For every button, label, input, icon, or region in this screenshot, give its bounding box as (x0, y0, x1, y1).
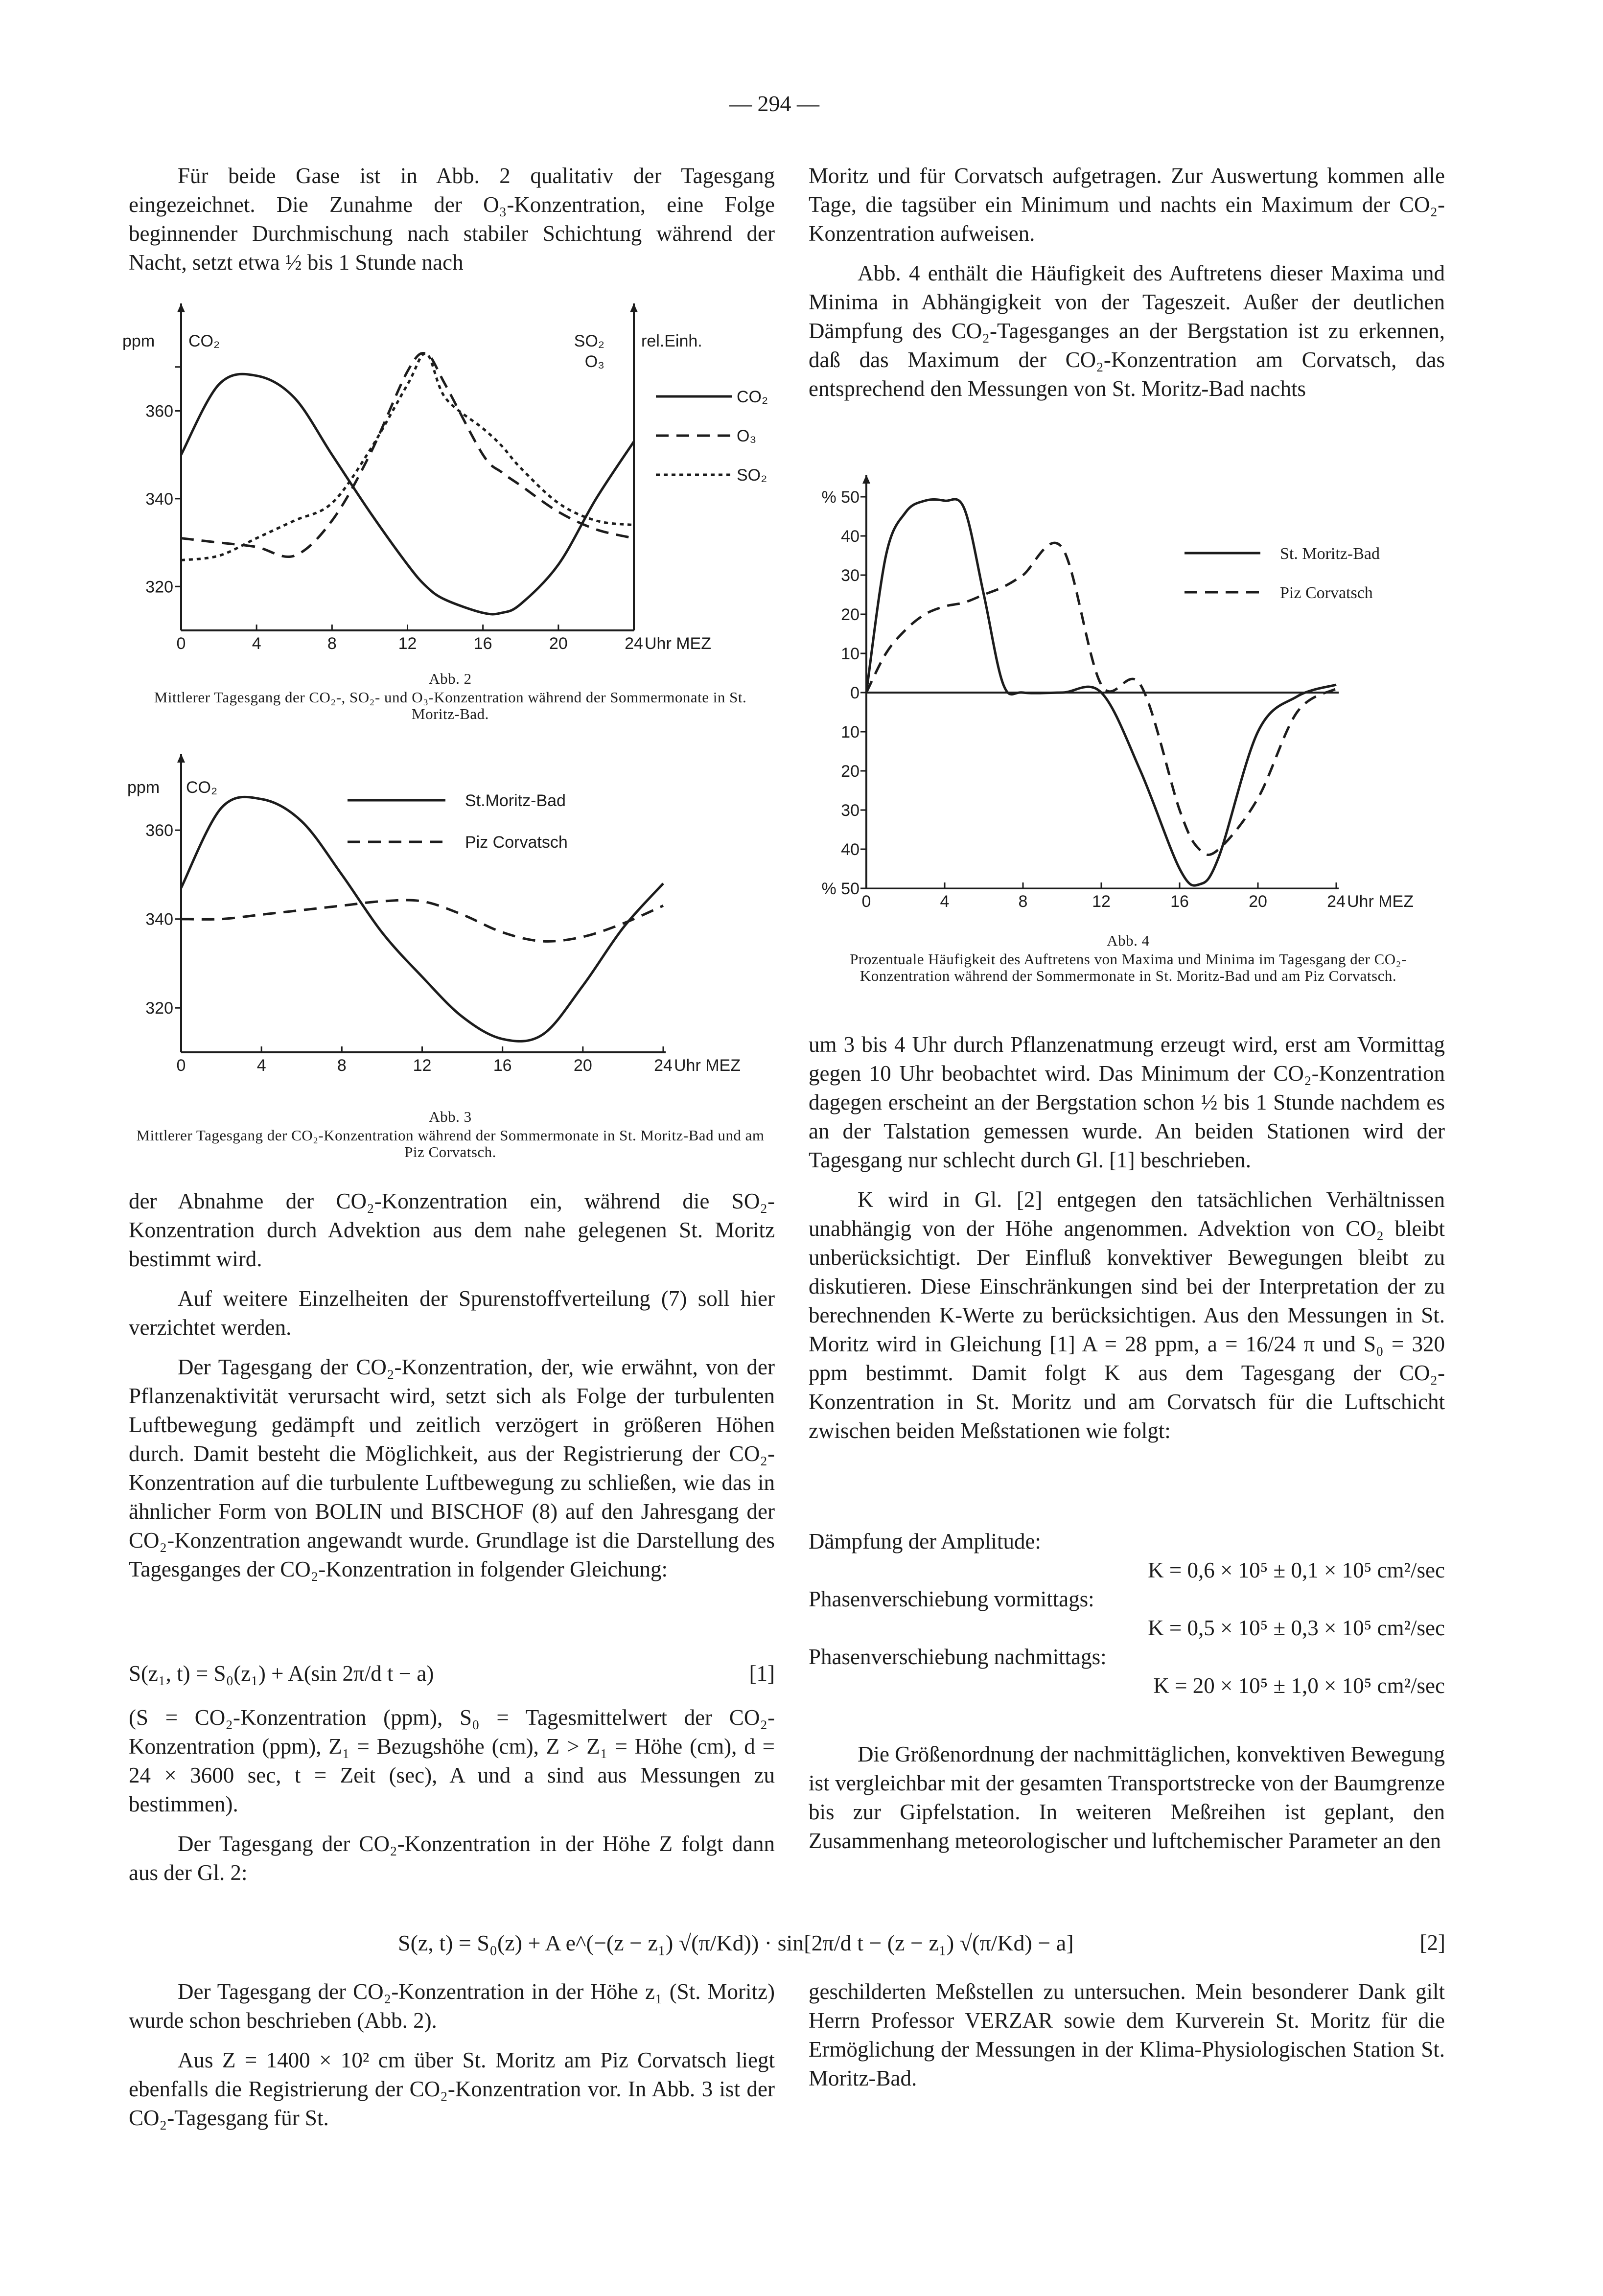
equation-text: S(z, t) = S₀(z) + A e^(−(z − z₁) √(π/Kd)) · sin[2π/d t − (z − z₁) √(π/Kd) − a] (398, 1930, 1074, 1955)
y-axis-arrow (177, 303, 185, 312)
paragraph: Der Tagesgang der CO₂-Konzentration in der Höhe Z folgt dann aus der Gl. 2: (129, 1832, 775, 1885)
left-defs-text (129, 1703, 775, 1898)
x-tick-label: 16 (1170, 892, 1189, 911)
series-line (866, 543, 1336, 855)
y-tick-label: 40 (841, 840, 860, 859)
x-tick-label: 20 (573, 1056, 592, 1075)
y2-axis-arrow (630, 303, 638, 312)
x-tick-label: 8 (337, 1056, 347, 1075)
y-axis-series: CO₂ (186, 778, 218, 797)
y-tick-label: % 50 (821, 880, 860, 898)
chart-abb2 (113, 294, 768, 666)
paragraph: Für beide Gase ist in Abb. 2 qualitativ der Tagesgang eingezeichnet. Die Zunahme der O₃-Konzentration, eine Folge beginnender Durchmischung nach stabiler Schichtung während der Nacht, setzt etwa ½ bis 1 Stunde nach (129, 163, 775, 275)
figure-abb4 (803, 470, 1459, 932)
paragraph: um 3 bis 4 Uhr durch Pflanzenatmung erzeugt wird, erst am Vormittag gegen 10 Uhr beobachtet wird. Das Minimum der CO₂-Konzentration dagegen erscheint an der Bergstation schon ½ bis 1 Stunde nachdem es an der Talstation gemessen wurde. An beiden Stationen wird der Tagesgang nur schlecht durch Gl. [1] beschrieben. (809, 1032, 1445, 1172)
paragraph: (S = CO₂-Konzentration (ppm), S₀ = Tagesmittelwert der CO₂-Konzentration (ppm), Z₁ = Bezugshöhe (cm), Z > Z₁ = Höhe (cm), d = 24 × 3600 sec, t = Zeit (sec), A und a sind aus Messungen zu bestimmen). (129, 1705, 775, 1816)
y-tick-label: 320 (145, 999, 173, 1018)
y-tick-label: 20 (841, 605, 860, 624)
k-label: Dämpfung der Amplitude: (809, 1529, 1041, 1554)
caption-number: Abb. 4 (1107, 932, 1150, 949)
left-top-text (129, 162, 775, 288)
equation-1 (129, 1659, 775, 1698)
paragraph: K wird in Gl. [2] entgegen den tatsächlichen Verhältnissen unabhängig von der Höhe angenommen. Advektion von CO₂ bleibt unberücksichtigt. Der Einfluß konvektiver Bewegungen bleibt zu diskutieren. Diese Einschränkungen sind bei der Interpretation der zu berechnenden K-Werte zu berücksichtigen. Aus den Messungen in St. Moritz wird in Gleichung [1] A = 28 ppm, a = 16/24 π und S₀ = 320 ppm bestimmt. Damit folgt K aus dem Tagesgang der CO₂-Konzentration in St. Moritz und am Corvatsch für die Luftschicht zwischen beiden Meßstationen wie folgt: (809, 1187, 1445, 1443)
series-line (181, 374, 634, 614)
page-number: — 294 — (729, 91, 819, 116)
x-axis-unit: Uhr MEZ (674, 1056, 741, 1075)
k-value: K = 0,6 × 10⁵ ± 0,1 × 10⁵ cm²/sec (1148, 1558, 1445, 1582)
y-tick-label: 30 (841, 566, 860, 585)
y2-axis-series: SO₂ (574, 332, 604, 350)
y-axis-series: CO₂ (188, 332, 220, 350)
y-tick-label: 360 (145, 402, 173, 421)
x-tick-label: 20 (549, 634, 568, 653)
caption-text: Prozentuale Häufigkeit des Auftretens von Maxima und Minima im Tagesgang der CO₂-Konzentration während der Sommermonate in St. Moritz-Bad und am Piz Corvatsch. (850, 951, 1407, 984)
x-axis-unit: Uhr MEZ (1347, 892, 1414, 911)
y-tick-label: 40 (841, 527, 860, 546)
legend-label: O₃ (737, 427, 757, 445)
x-tick-label: 0 (861, 892, 871, 911)
legend-label: St. Moritz-Bad (1280, 545, 1380, 563)
caption-text: Mittlerer Tagesgang der CO₂-, SO₂- und O₃-Konzentration während der Sommermonate in St. Moritz-Bad. (154, 689, 747, 722)
x-axis-unit: Uhr MEZ (645, 634, 711, 653)
y2-axis-unit: rel.Einh. (641, 332, 702, 350)
equation-number: [2] (1419, 1930, 1445, 1955)
figure-abb3 (113, 744, 788, 1109)
chart-abb4 (803, 470, 1459, 930)
y-axis-arrow (862, 475, 870, 484)
legend-label: CO₂ (737, 388, 768, 406)
caption-abb4 (808, 932, 1449, 984)
paragraph: Moritz und für Corvatsch aufgetragen. Zur Auswertung kommen alle Tage, die tagsüber ein Minimum und nachts ein Maximum der CO₂-Konzentration aufweisen. (809, 163, 1445, 246)
x-tick-label: 24 (1327, 892, 1346, 911)
equation-number: [1] (749, 1661, 775, 1686)
right-bottom-text (809, 1977, 1445, 2104)
x-tick-label: 4 (252, 634, 261, 653)
x-tick-label: 0 (176, 1056, 186, 1075)
equation-2 (129, 1924, 1445, 1972)
series-line (181, 797, 663, 1041)
series-line (181, 353, 634, 560)
paragraph: Abb. 4 enthält die Häufigkeit des Auftretens dieser Maxima und Minima in Abhängigkeit von der Tageszeit. Außer der deutlichen Dämpfung des CO₂-Tagesganges an der Bergstation ist zu erkennen, daß das Maximum der CO₂-Konzentration am Corvatsch, das entsprechend den Messungen von St. Moritz-Bad nachts (809, 261, 1445, 401)
x-tick-label: 12 (398, 634, 417, 653)
y-tick-label: 0 (850, 684, 860, 702)
k-label: Phasenverschiebung nachmittags: (809, 1645, 1107, 1669)
x-tick-label: 4 (940, 892, 950, 911)
caption-abb3 (132, 1109, 768, 1160)
y-tick-label: 340 (145, 910, 173, 929)
caption-abb2 (147, 671, 754, 722)
right-after-k (809, 1740, 1445, 1866)
legend-label: SO₂ (737, 466, 767, 485)
x-tick-label: 20 (1249, 892, 1267, 911)
x-tick-label: 0 (176, 634, 186, 653)
x-tick-label: 24 (654, 1056, 673, 1075)
y2-axis-series-b: O₃ (584, 352, 604, 371)
caption-number: Abb. 3 (429, 1108, 472, 1125)
chart-abb3 (113, 744, 788, 1106)
series-line (181, 353, 634, 557)
paragraph: Die Größenordnung der nachmittäglichen, konvektiven Bewegung ist vergleichbar mit der gesamten Transportstrecke von der Baumgrenze bis zur Gipfelstation. In weiteren Meßreihen ist geplant, den Zusammenhang meteorologischer und luftchemischer Parameter an den (809, 1742, 1445, 1853)
legend-label: Piz Corvatsch (465, 833, 568, 852)
y-tick-label: 20 (841, 762, 860, 781)
y-tick-label: 10 (841, 645, 860, 663)
paragraph: Der Tagesgang der CO₂-Konzentration in der Höhe z₁ (St. Moritz) wurde schon beschrieben (Abb. 2). (129, 1979, 775, 2033)
x-tick-label: 24 (625, 634, 643, 653)
y-tick-label: 360 (145, 821, 173, 840)
paragraph: der Abnahme der CO₂-Konzentration ein, während die SO₂-Konzentration durch Advektion aus dem nahe gelegenen St. Moritz bestimmt wird. (129, 1189, 775, 1271)
x-tick-label: 4 (256, 1056, 266, 1075)
x-tick-label: 16 (493, 1056, 512, 1075)
y-tick-label: 340 (145, 489, 173, 509)
y-axis-unit: ppm (127, 778, 160, 797)
paragraph: Aus Z = 1400 × 10² cm über St. Moritz am Piz Corvatsch liegt ebenfalls die Registrierung der CO₂-Konzentration vor. In Abb. 3 ist der CO₂-Tagesgang für St. (129, 2048, 775, 2130)
k-value: K = 20 × 10⁵ ± 1,0 × 10⁵ cm²/sec (1153, 1673, 1445, 1698)
x-tick-label: 12 (413, 1056, 432, 1075)
figure-abb2 (113, 294, 768, 668)
equation-text: S(z₁, t) = S₀(z₁) + A(sin 2π/d t − a) (129, 1661, 434, 1686)
k-label: Phasenverschiebung vormittags: (809, 1587, 1094, 1611)
k-values (809, 1527, 1445, 1700)
left-bottom-text (129, 1977, 775, 2143)
y-axis-unit: ppm (122, 332, 155, 350)
paragraph: Der Tagesgang der CO₂-Konzentration, der, wie erwähnt, von der Pflanzenaktivität verursacht wird, setzt sich als Folge der turbulenten Luftbewegung gedämpft und zeitlich verzögert in größeren Höhen durch. Damit besteht die Möglichkeit, aus der Registrierung der CO₂-Konzentration auf die turbulente Luftbewegung zu schließen, wie das in ähnlicher Form von BOLIN und BISCHOF (8) auf den Jahresgang der CO₂-Konzentration angewandt wurde. Grundlage ist die Darstellung des Tagesganges der CO₂-Konzentration in folgender Gleichung: (129, 1355, 775, 1581)
left-mid-text (129, 1187, 775, 1595)
series-line (181, 900, 663, 941)
x-tick-label: 8 (327, 634, 337, 653)
y-tick-label: 320 (145, 578, 173, 597)
x-tick-label: 16 (473, 634, 492, 653)
paragraph: Auf weitere Einzelheiten der Spurenstoffverteilung (7) soll hier verzichtet werden. (129, 1286, 775, 1340)
right-mid-text (809, 1030, 1445, 1456)
y-tick-label: % 50 (821, 488, 860, 507)
caption-number: Abb. 2 (429, 670, 472, 687)
x-tick-label: 12 (1092, 892, 1111, 911)
y-axis-arrow (177, 754, 185, 763)
caption-text: Mittlerer Tagesgang der CO₂-Konzentration während der Sommermonate in St. Moritz-Bad und am Piz Corvatsch. (136, 1127, 765, 1160)
legend-label: St.Moritz-Bad (465, 791, 566, 810)
y-tick-label: 30 (841, 801, 860, 820)
k-value: K = 0,5 × 10⁵ ± 0,3 × 10⁵ cm²/sec (1148, 1616, 1445, 1640)
x-tick-label: 8 (1018, 892, 1028, 911)
right-top-text (809, 162, 1445, 414)
legend-label: Piz Corvatsch (1280, 584, 1373, 602)
y-tick-label: 10 (841, 723, 860, 742)
paragraph: geschilderten Meßstellen zu untersuchen. Mein besonderer Dank gilt Herrn Professor VERZAR sowie dem Kurverein St. Moritz für die Ermöglichung der Messungen in der Klima-Physiologischen Station St. Moritz-Bad. (809, 1979, 1445, 2090)
